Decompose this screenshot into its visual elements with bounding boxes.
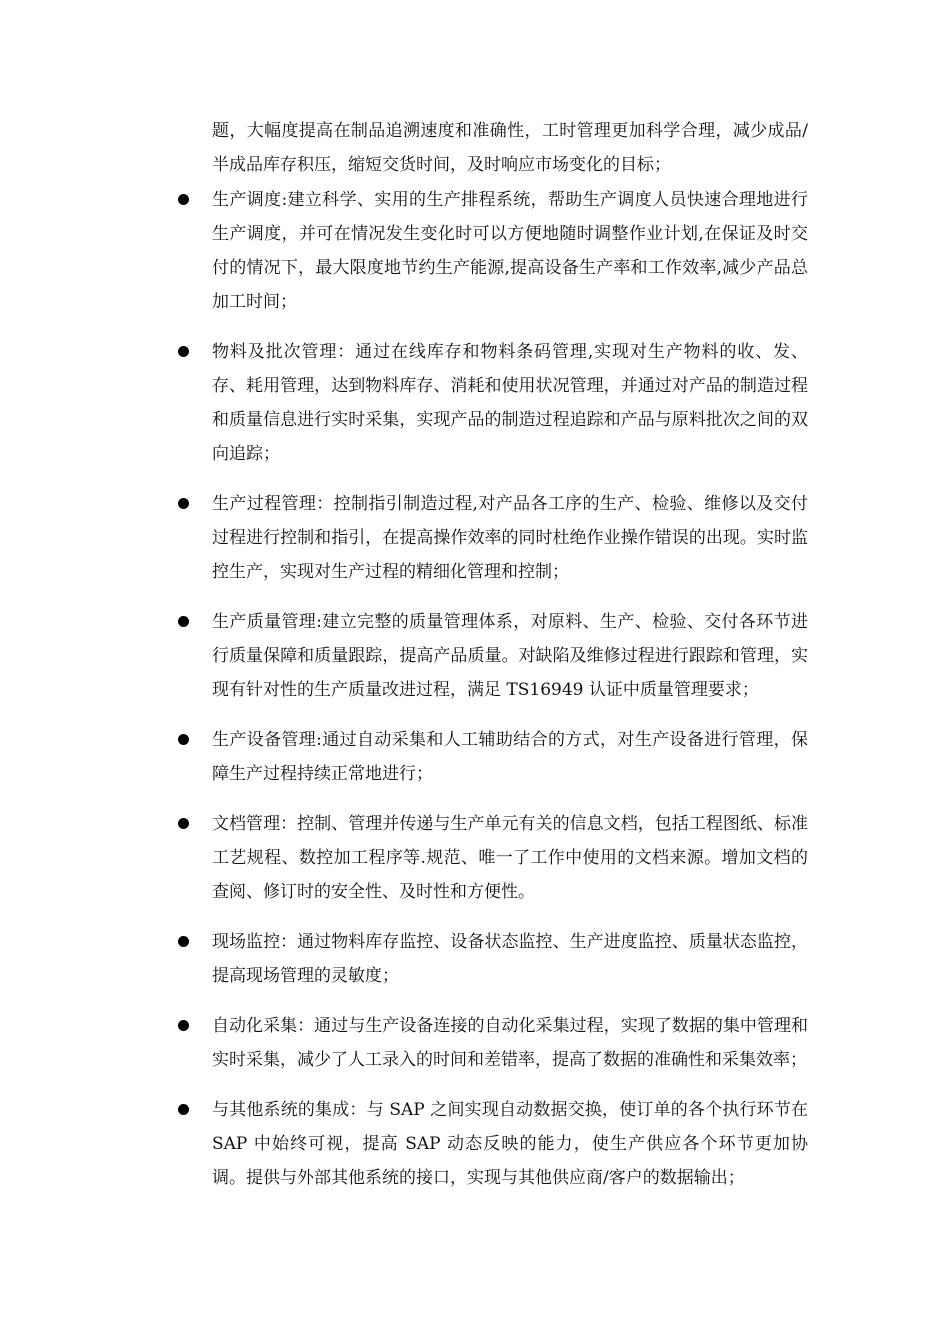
bullet-icon — [178, 1020, 189, 1031]
list-item-text: 自动化采集：通过与生产设备连接的自动化采集过程，实现了数据的集中管理和实时采集，减少了人工录入的时间和差错率，提高了数据的准确性和采集效率； — [212, 1016, 808, 1070]
feature-list — [176, 183, 808, 1211]
list-item-production-scheduling — [176, 183, 808, 319]
list-item-quality-management — [176, 605, 808, 707]
list-item-text: 文档管理：控制、管理并传递与生产单元有关的信息文档，包括工程图纸、标准工艺规程、数控加工程序等.规范、唯一了工作中使用的文档来源。增加文档的查阅、修订时的安全性、及时性和方便性。 — [212, 814, 808, 902]
bullet-icon — [178, 616, 189, 627]
list-item-text: 物料及批次管理：通过在线库存和物料条码管理,实现对生产物料的收、发、存、耗用管理，达到物料库存、消耗和使用状况管理，并通过对产品的制造过程和质量信息进行实时采集，实现产品的制造过程追踪和产品与原料批次之间的双向追踪； — [212, 342, 808, 464]
list-item-text: 生产质量管理:建立完整的质量管理体系，对原料、生产、检验、交付各环节进行质量保障和质量跟踪，提高产品质量。对缺陷及维修过程进行跟踪和管理，实现有针对性的生产质量改进过程，满足 TS16949 认证中质量管理要求； — [212, 612, 808, 700]
list-item-text: 与其他系统的集成：与 SAP 之间实现自动数据交换，使订单的各个执行环节在 SAP 中始终可视，提高 SAP 动态反映的能力，使生产供应各个环节更加协调。提供与外部其他系统的接口，实现与其他供应商/客户的数据输出； — [212, 1100, 808, 1188]
intro-paragraph: 题，大幅度提高在制品追溯速度和准确性，工时管理更加科学合理，减少成品/半成品库存积压，缩短交货时间，及时响应市场变化的目标； — [212, 121, 808, 175]
list-item-material-batch — [176, 335, 808, 471]
list-item-automated-collection — [176, 1009, 808, 1077]
bullet-icon — [178, 818, 189, 829]
list-item-document-management — [176, 807, 808, 909]
bullet-icon — [178, 936, 189, 947]
list-item-text: 生产调度:建立科学、实用的生产排程系统，帮助生产调度人员快速合理地进行生产调度，并可在情况发生变化时可以方便地随时调整作业计划,在保证及时交付的情况下，最大限度地节约生产能源,提高设备生产率和工作效率,减少产品总加工时间； — [212, 190, 808, 312]
list-item-system-integration — [176, 1093, 808, 1195]
list-item-site-monitoring — [176, 925, 808, 993]
bullet-icon — [178, 194, 189, 205]
bullet-icon — [178, 498, 189, 509]
list-item-equipment-management — [176, 723, 808, 791]
bullet-icon — [178, 1104, 189, 1115]
bullet-icon — [178, 346, 189, 357]
list-item-process-management — [176, 487, 808, 589]
list-item-text: 现场监控：通过物料库存监控、设备状态监控、生产进度监控、质量状态监控，提高现场管理的灵敏度； — [212, 932, 808, 986]
list-item-text: 生产设备管理:通过自动采集和人工辅助结合的方式，对生产设备进行管理，保障生产过程持续正常地进行； — [212, 730, 808, 784]
list-item-text: 生产过程管理：控制指引制造过程,对产品各工序的生产、检验、维修以及交付过程进行控制和指引，在提高操作效率的同时杜绝作业操作错误的出现。实时监控生产，实现对生产过程的精细化管理和控制； — [212, 494, 808, 582]
bullet-icon — [178, 734, 189, 745]
